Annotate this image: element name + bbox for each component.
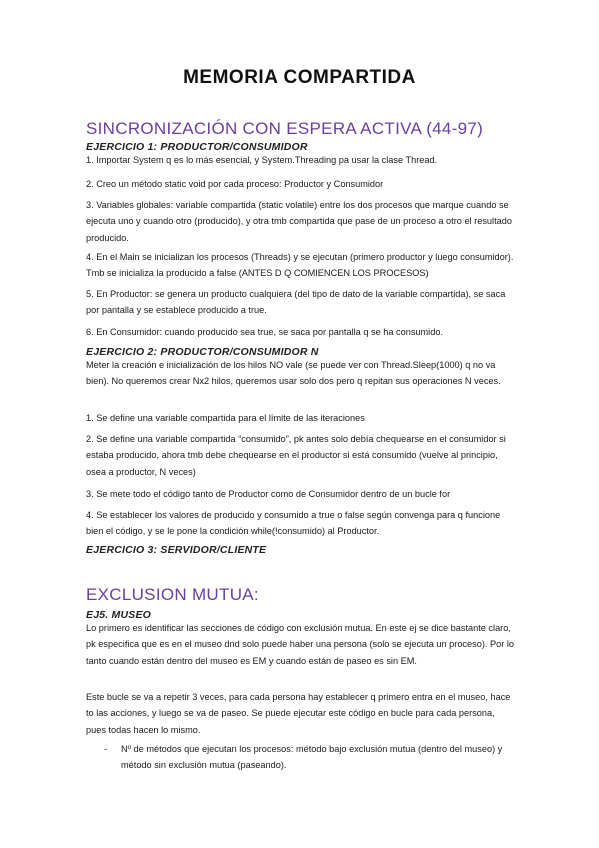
exercise-1-heading: EJERCICIO 1: PRODUCTOR/CONSUMIDOR <box>86 141 308 153</box>
ex2-item-2: 2. Se define una variable compartida “consumido”, pk antes solo debía chequearse en el consumidor si estaba producido, ahora tmb debe chequearse en el productor si está consumido (vuelve al principio, osea a productor, N veces) <box>86 434 506 477</box>
ej5-bullet: Nº de métodos que ejecutan los procesos: método bajo exclusión mutua (dentro del museo) y método sin exclusión mutua (paseando). <box>121 744 503 771</box>
ex1-item-3: 3. Variables globales: variable compartida (static volatile) entre los dos procesos que marque cuando se ejecuta uno y cuando otro (producido), y otra tmb compartida que pase de un proceso a otro el resultado producido. <box>86 200 512 243</box>
ej5-paragraph-1: Lo primero es identificar las secciones de código con exclusión mutua. En este ej se dice bastante claro, pk especifica que es en el museo dnd solo puede haber una persona (solo se ejecuta un proceso). Por lo tanto cuando están dentro del museo es EM y cuando están de paseo es sin EM. <box>86 623 515 666</box>
page-title: MEMORIA COMPARTIDA <box>183 67 416 88</box>
ex1-item-4: 4. En el Main se inicializan los procesos (Threads) y se ejecutan (primero productor y luego consumidor). Tmb se inicializa la producido a false (ANTES D Q COMIENCEN LOS PROCESOS) <box>86 252 514 279</box>
ex2-intro: Meter la creación e inicialización de los hilos NO vale (se puede ver con Thread.Sleep(1000) q no va bien). No queremos crear Nx2 hilos, queremos usar solo dos pero q repitan sus operaciones N veces. <box>86 360 501 387</box>
ex1-item-6: 6. En Consumidor: cuando producido sea true, se saca por pantalla q se ha consumido. <box>86 327 443 337</box>
ej5-heading: EJ5. MUSEO <box>86 609 152 621</box>
exercise-2-heading: EJERCICIO 2: PRODUCTOR/CONSUMIDOR N <box>86 346 319 358</box>
ex2-item-4: 4. Se establecer los valores de producido y consumido a true o false según convenga para q funcione bien el código, y se le pone la condición while(!consumido) al Productor. <box>86 510 501 537</box>
ex1-item-5: 5. En Productor: se genera un producto cualquiera (del tipo de dato de la variable compartida), se saca por pantalla y se establece producido a true. <box>86 289 506 316</box>
ej5-paragraph-2: Este bucle se va a repetir 3 veces, para cada persona hay establecer q primero entra en el museo, hace to las acciones, y luego se va de paseo. Se puede ejecutar este código en bucle para cada persona, pues todas hacen lo mismo. <box>86 692 511 735</box>
ex2-item-1: 1. Se define una variable compartida para el límite de las iteraciones <box>86 413 365 423</box>
section-heading-exclusion-mutua: EXCLUSION MUTUA: <box>86 585 259 604</box>
ex1-item-1: 1. Importar System q es lo más esencial, y System.Threading pa usar la clase Thread. <box>86 155 438 165</box>
ex1-item-2: 2. Creo un método static void por cada proceso: Productor y Consumidor <box>86 179 384 189</box>
bullet-dash: - <box>104 744 108 754</box>
exercise-3-heading: EJERCICIO 3: SERVIDOR/CLIENTE <box>86 544 267 556</box>
section-heading-sincronizacion: SINCRONIZACIÓN CON ESPERA ACTIVA (44-97) <box>86 119 484 138</box>
ex2-item-3: 3. Se mete todo el código tanto de Productor como de Consumidor dentro de un bucle for <box>86 489 451 499</box>
